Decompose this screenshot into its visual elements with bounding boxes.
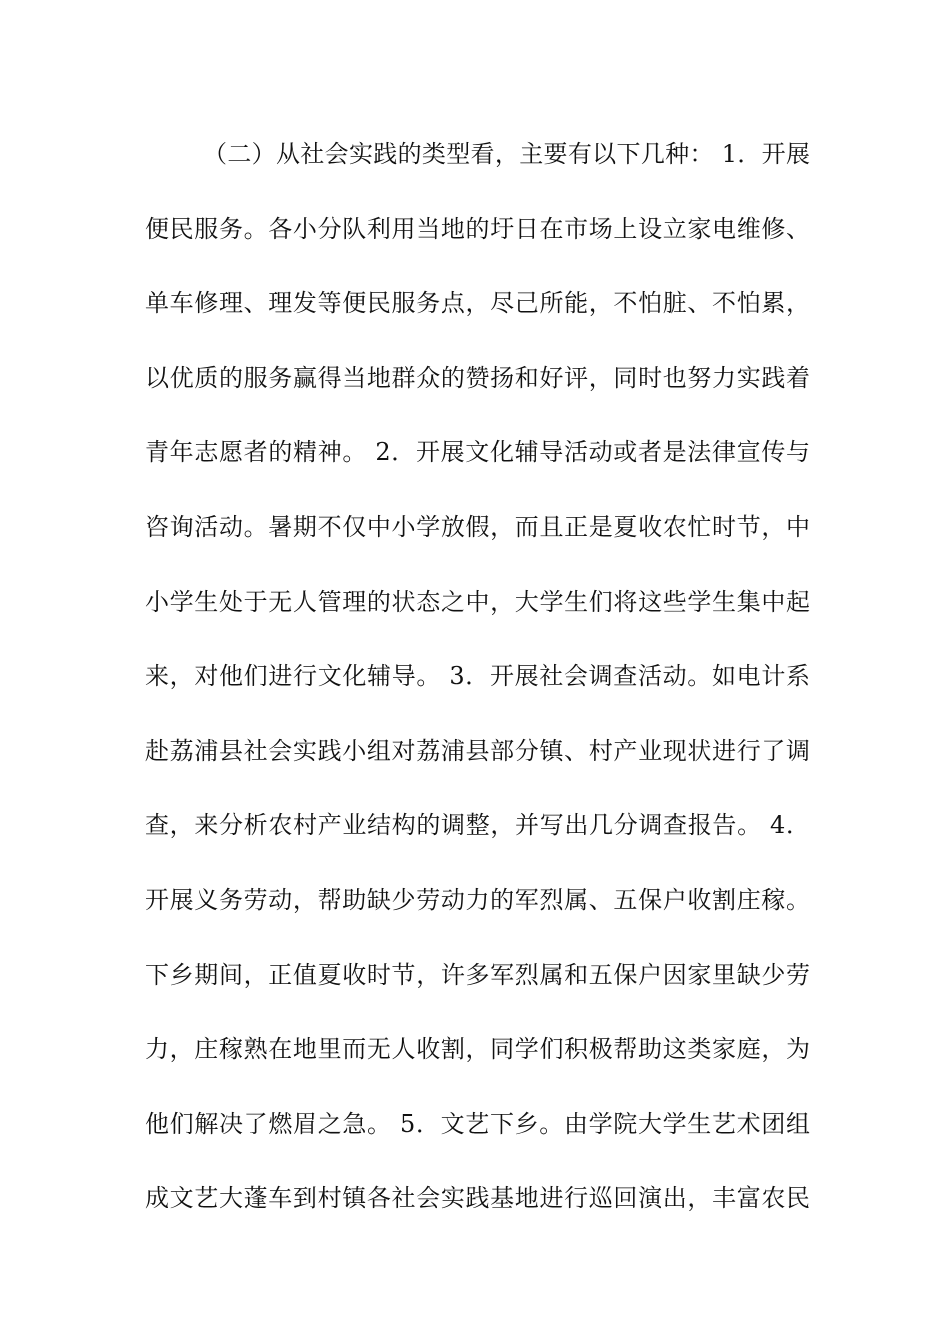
text-line: 成文艺大蓬车到村镇各社会实践基地进行巡回演出，丰富农民	[145, 1184, 810, 1213]
text-line: 他们解决了燃眉之急。 5．文艺下乡。由学院大学生艺术团组	[145, 1109, 810, 1138]
text-line: 咨询活动。暑期不仅中小学放假，而且正是夏收农忙时节，中	[145, 512, 810, 541]
text-line: 查，来分析农村产业结构的调整，并写出几分调查报告。 4．	[145, 811, 810, 840]
body-paragraph	[145, 126, 810, 1245]
text-line: 便民服务。各小分队利用当地的圩日在市场上设立家电维修、	[145, 214, 810, 243]
text-line: 以优质的服务赢得当地群众的赞扬和好评，同时也努力实践着	[145, 363, 810, 392]
text-line: 力，庄稼熟在地里而无人收割，同学们积极帮助这类家庭，为	[145, 1035, 810, 1064]
text-line: 下乡期间，正值夏收时节，许多军烈属和五保户因家里缺少劳	[145, 960, 810, 989]
text-line: 小学生处于无人管理的状态之中，大学生们将这些学生集中起	[145, 587, 810, 616]
text-line: 开展义务劳动，帮助缺少劳动力的军烈属、五保户收割庄稼。	[145, 885, 810, 914]
text-line: 单车修理、理发等便民服务点，尽己所能，不怕脏、不怕累，	[145, 289, 810, 318]
text-line: 青年志愿者的精神。 2．开展文化辅导活动或者是法律宣传与	[145, 438, 810, 467]
text-line: （二）从社会实践的类型看，主要有以下几种： 1．开展	[203, 140, 810, 168]
text-line: 赴荔浦县社会实践小组对荔浦县部分镇、村产业现状进行了调	[145, 736, 810, 765]
text-line: 来，对他们进行文化辅导。 3．开展社会调查活动。如电计系	[145, 662, 810, 691]
